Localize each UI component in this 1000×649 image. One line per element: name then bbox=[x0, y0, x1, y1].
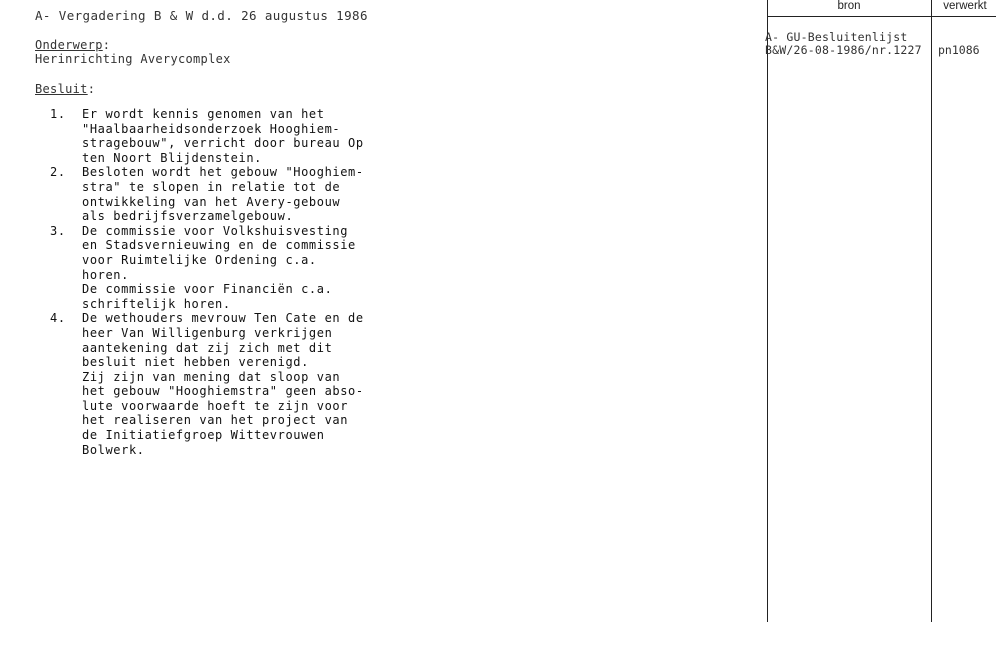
besluit-line: ten Noort Blijdenstein. bbox=[82, 150, 262, 165]
besluit-line: voor Ruimtelijke Ordening c.a. bbox=[82, 252, 317, 267]
besluit-line: "Haalbaarheidsonderzoek Hooghiem- bbox=[82, 121, 341, 136]
besluit-item-number: 4. bbox=[50, 311, 66, 326]
besluit-line: stra" te slopen in relatie tot de bbox=[82, 179, 341, 194]
besluit-line: heer Van Willigenburg verkrijgen bbox=[82, 325, 333, 340]
besluit-line: De commissie voor Financiën c.a. bbox=[82, 282, 333, 297]
besluit-line: horen. bbox=[82, 267, 129, 282]
besluit-line: stragebouw", verricht door bureau Op bbox=[82, 136, 364, 151]
besluit-item-number: 3. bbox=[50, 223, 66, 238]
besluit-line: De wethouders mevrouw Ten Cate en de bbox=[82, 311, 364, 326]
besluit-line: lute voorwaarde hoeft te zijn voor bbox=[82, 398, 349, 413]
besluit-line: Besloten wordt het gebouw "Hooghiem- bbox=[82, 165, 364, 180]
meeting-header: A- Vergadering B & W d.d. 26 augustus 1986 bbox=[35, 8, 368, 23]
table-divider-right bbox=[931, 0, 932, 622]
besluit-line: het realiseren van het project van bbox=[82, 413, 349, 428]
bron-source-line: A- GU-Besluitenlijst bbox=[765, 30, 908, 44]
onderwerp-value: Herinrichting Averycomplex bbox=[35, 52, 231, 66]
bron-column-header: bron bbox=[837, 0, 861, 12]
table-header-rule bbox=[767, 16, 996, 17]
besluit-line: Bolwerk. bbox=[82, 442, 145, 457]
onderwerp-label: Onderwerp: bbox=[35, 38, 111, 52]
besluit-line: Er wordt kennis genomen van het bbox=[82, 107, 325, 121]
besluit-line: de Initiatiefgroep Wittevrouwen bbox=[82, 428, 325, 443]
besluit-line: schriftelijk horen. bbox=[82, 296, 231, 311]
verwerkt-column-header: verwerkt bbox=[943, 0, 987, 12]
besluit-line: De commissie voor Volkshuisvesting bbox=[82, 223, 349, 238]
besluit-line: ontwikkeling van het Avery-gebouw bbox=[82, 194, 341, 209]
besluit-line: het gebouw "Hooghiemstra" geen abso- bbox=[82, 384, 364, 399]
besluit-line: besluit niet hebben verenigd. bbox=[82, 355, 309, 370]
besluit-item-number: 2. bbox=[50, 165, 66, 180]
besluit-item-2 bbox=[50, 165, 364, 224]
besluit-item-3 bbox=[50, 224, 360, 312]
table-divider-left bbox=[767, 0, 768, 622]
besluit-list bbox=[50, 107, 364, 457]
onderwerp-label-text: Onderwerp bbox=[35, 38, 103, 52]
besluit-item-4 bbox=[50, 311, 364, 457]
besluit-label: Besluit: bbox=[35, 82, 96, 96]
besluit-item-number: 1. bbox=[50, 107, 66, 121]
besluit-label-text: Besluit bbox=[35, 82, 88, 96]
bron-reference-line: B&W/26-08-1986/nr.1227 bbox=[765, 43, 922, 57]
besluit-item-1 bbox=[50, 107, 364, 165]
besluit-line: Zij zijn van mening dat sloop van bbox=[82, 369, 341, 384]
besluit-line: als bedrijfsverzamelgebouw. bbox=[82, 209, 294, 224]
verwerkt-value: pn1086 bbox=[938, 43, 980, 57]
besluit-line: en Stadsvernieuwing en de commissie bbox=[82, 238, 356, 253]
besluit-line: aantekening dat zij zich met dit bbox=[82, 340, 333, 355]
